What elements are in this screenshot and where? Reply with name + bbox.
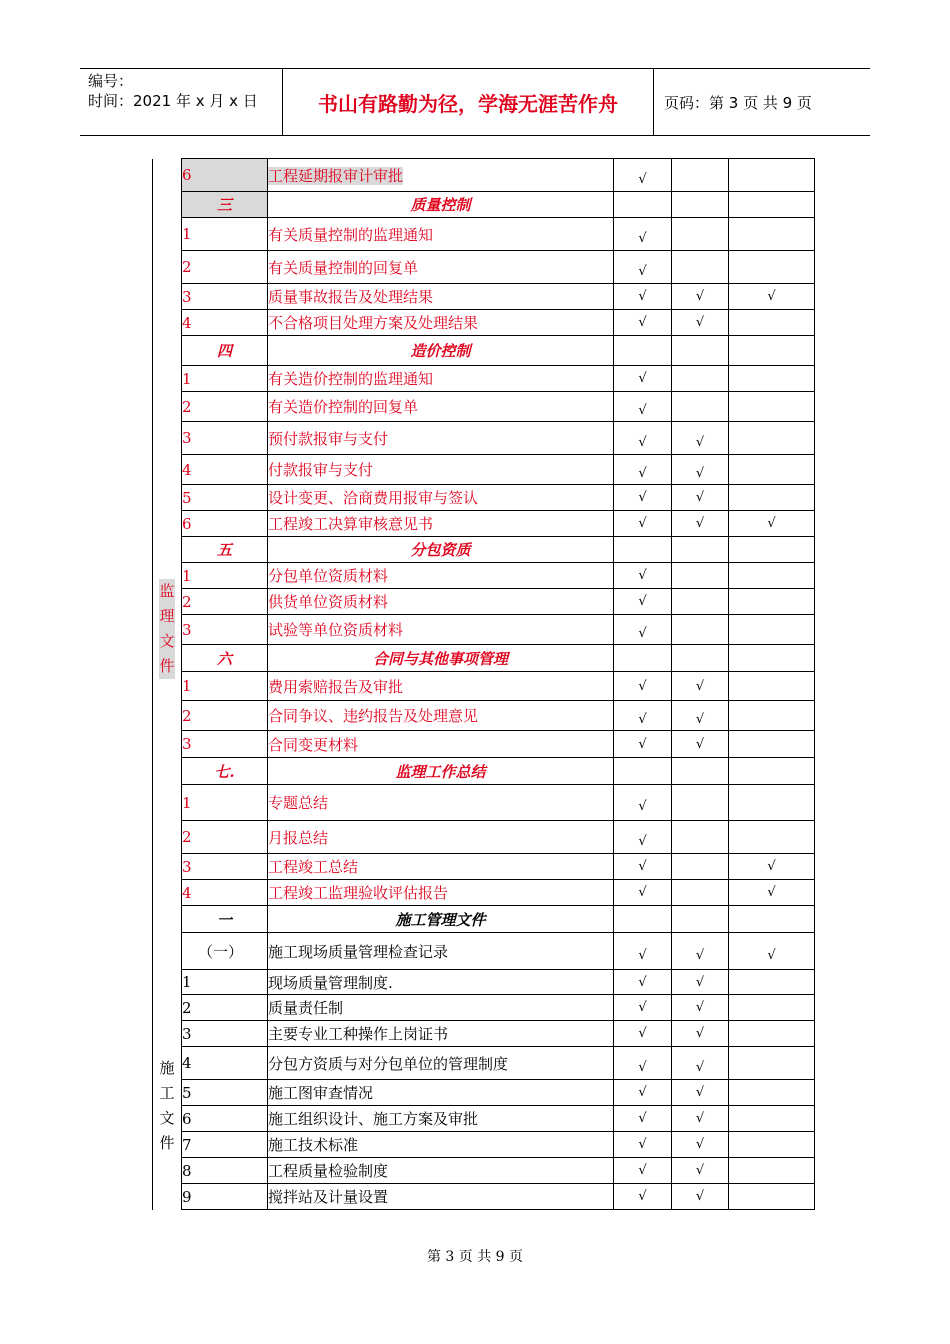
check-col-3 (729, 159, 815, 192)
check-col-3 (729, 906, 815, 933)
row-number: 1 (182, 785, 268, 821)
row-number: 2 (182, 392, 268, 422)
table-row (153, 251, 815, 284)
category-supervision-cell (153, 159, 182, 906)
check-col-2: √ (672, 1184, 729, 1210)
check-col-3: √ (729, 854, 815, 880)
check-col-3 (729, 537, 815, 563)
check-col-1: √ (614, 159, 672, 192)
item-name: 费用索赔报告及审批 (268, 672, 614, 701)
check-col-2: √ (672, 1080, 729, 1106)
check-col-2 (672, 854, 729, 880)
row-number: 2 (182, 701, 268, 731)
check-col-2: √ (672, 970, 729, 995)
check-col-2 (672, 159, 729, 192)
check-col-2: √ (672, 933, 729, 970)
check-col-2 (672, 906, 729, 933)
table-row (153, 284, 815, 310)
row-number: 3 (182, 1021, 268, 1047)
row-number: 3 (182, 284, 268, 310)
table-row (153, 563, 815, 589)
check-col-3 (729, 821, 815, 854)
row-number: 4 (182, 880, 268, 906)
check-col-3 (729, 563, 815, 589)
check-col-2: √ (672, 1158, 729, 1184)
item-name: 质量事故报告及处理结果 (268, 284, 614, 310)
item-name: 合同争议、违约报告及处理意见 (268, 701, 614, 731)
item-name: 工程质量检验制度 (268, 1158, 614, 1184)
table-row (153, 880, 815, 906)
item-name: 施工组织设计、施工方案及审批 (268, 1106, 614, 1132)
item-name: 分包方资质与对分包单位的管理制度 (268, 1047, 614, 1080)
row-number: 1 (182, 366, 268, 392)
document-list-table (152, 158, 815, 1210)
check-col-3 (729, 218, 815, 251)
row-number: 5 (182, 1080, 268, 1106)
check-col-2 (672, 366, 729, 392)
item-name (268, 159, 614, 192)
item-name: 现场质量管理制度. (268, 970, 614, 995)
check-col-1 (614, 192, 672, 218)
check-col-1: √ (614, 880, 672, 906)
table-row (153, 615, 815, 645)
check-col-3 (729, 1080, 815, 1106)
row-number: 6 (182, 511, 268, 537)
check-col-2: √ (672, 455, 729, 485)
check-col-1: √ (614, 672, 672, 701)
row-number: （一） (182, 933, 268, 970)
table-row (153, 785, 815, 821)
table-row (153, 701, 815, 731)
row-number: 2 (182, 251, 268, 284)
table-row (153, 906, 815, 933)
check-col-3 (729, 1132, 815, 1158)
table-row (153, 537, 815, 563)
table-row (153, 995, 815, 1021)
check-col-1: √ (614, 615, 672, 645)
check-col-3 (729, 645, 815, 672)
check-col-3 (729, 995, 815, 1021)
item-name: 有关质量控制的回复单 (268, 251, 614, 284)
item-name: 分包单位资质材料 (268, 563, 614, 589)
row-number: 2 (182, 821, 268, 854)
item-name: 施工现场质量管理检查记录 (268, 933, 614, 970)
row-number: 一 (182, 906, 268, 933)
check-col-3 (729, 589, 815, 615)
table-row (153, 645, 815, 672)
table-row (153, 589, 815, 615)
check-col-2: √ (672, 672, 729, 701)
item-name: 预付款报审与支付 (268, 422, 614, 455)
check-col-1: √ (614, 1080, 672, 1106)
check-col-3 (729, 970, 815, 995)
item-name: 搅拌站及计量设置 (268, 1184, 614, 1210)
check-col-3 (729, 310, 815, 336)
item-name: 质量责任制 (268, 995, 614, 1021)
section-title: 合同与其他事项管理 (268, 645, 614, 672)
section-title: 监理工作总结 (268, 758, 614, 785)
document-date: 时间：2021 年 x 月 x 日 (88, 92, 258, 110)
row-number: 1 (182, 672, 268, 701)
check-col-2 (672, 537, 729, 563)
table-row (153, 854, 815, 880)
row-number: 3 (182, 731, 268, 758)
check-col-1 (614, 758, 672, 785)
check-col-3 (729, 1184, 815, 1210)
item-name: 不合格项目处理方案及处理结果 (268, 310, 614, 336)
table-row (153, 1047, 815, 1080)
row-number: 4 (182, 1047, 268, 1080)
category-supervision-label: 监理文件 (159, 579, 175, 679)
check-col-3 (729, 336, 815, 366)
item-name: 有关造价控制的回复单 (268, 392, 614, 422)
row-number: 三 (182, 192, 268, 218)
check-col-3 (729, 1047, 815, 1080)
check-col-2: √ (672, 1132, 729, 1158)
check-col-3 (729, 701, 815, 731)
check-col-3: √ (729, 511, 815, 537)
table-row (153, 310, 815, 336)
check-col-3: √ (729, 933, 815, 970)
table-row (153, 970, 815, 995)
row-number: 3 (182, 615, 268, 645)
page-footer: 第 3 页 共 9 页 (426, 1249, 524, 1265)
item-name: 设计变更、洽商费用报审与签认 (268, 485, 614, 511)
check-col-1: √ (614, 511, 672, 537)
check-col-3 (729, 392, 815, 422)
check-col-2 (672, 645, 729, 672)
row-number: 1 (182, 970, 268, 995)
document-number-label: 编号： (88, 72, 134, 90)
check-col-2: √ (672, 310, 729, 336)
check-col-3 (729, 758, 815, 785)
row-number: 8 (182, 1158, 268, 1184)
check-col-3 (729, 1158, 815, 1184)
check-col-1: √ (614, 854, 672, 880)
check-col-2: √ (672, 731, 729, 758)
section-title: 分包资质 (268, 537, 614, 563)
check-col-2 (672, 192, 729, 218)
check-col-3 (729, 422, 815, 455)
check-col-2 (672, 251, 729, 284)
check-col-2 (672, 336, 729, 366)
check-col-1: √ (614, 455, 672, 485)
check-col-2: √ (672, 422, 729, 455)
row-number: 2 (182, 589, 268, 615)
check-col-2 (672, 880, 729, 906)
check-col-2 (672, 589, 729, 615)
item-name: 专题总结 (268, 785, 614, 821)
check-col-1 (614, 906, 672, 933)
category-construction-label: 施工文件 (159, 1058, 175, 1152)
check-col-1 (614, 537, 672, 563)
item-name-text: 工程延期报审计审批 (268, 166, 404, 185)
check-col-2: √ (672, 1047, 729, 1080)
item-name: 工程竣工总结 (268, 854, 614, 880)
check-col-2 (672, 615, 729, 645)
row-number: 3 (182, 422, 268, 455)
check-col-2 (672, 821, 729, 854)
check-col-2 (672, 563, 729, 589)
check-col-3 (729, 615, 815, 645)
table-row (153, 731, 815, 758)
item-name: 主要专业工种操作上岗证书 (268, 1021, 614, 1047)
check-col-3 (729, 1106, 815, 1132)
row-number: 2 (182, 995, 268, 1021)
table-row (153, 1184, 815, 1210)
item-name: 有关造价控制的监理通知 (268, 366, 614, 392)
table-row (153, 218, 815, 251)
table-row (153, 1080, 815, 1106)
row-number: 四 (182, 336, 268, 366)
section-title: 施工管理文件 (268, 906, 614, 933)
item-name: 试验等单位资质材料 (268, 615, 614, 645)
section-title: 质量控制 (268, 192, 614, 218)
check-col-3 (729, 192, 815, 218)
check-col-1: √ (614, 731, 672, 758)
row-number: 9 (182, 1184, 268, 1210)
item-name: 供货单位资质材料 (268, 589, 614, 615)
check-col-1: √ (614, 995, 672, 1021)
table-row (153, 1106, 815, 1132)
check-col-1: √ (614, 785, 672, 821)
table-row (153, 758, 815, 785)
check-col-1: √ (614, 218, 672, 251)
table-row (153, 1158, 815, 1184)
row-number: 五 (182, 537, 268, 563)
check-col-2 (672, 392, 729, 422)
check-col-1: √ (614, 310, 672, 336)
table-row (153, 159, 815, 192)
check-col-2: √ (672, 1021, 729, 1047)
check-col-1: √ (614, 392, 672, 422)
category-construction-cell (153, 906, 182, 1210)
item-name: 工程竣工决算审核意见书 (268, 511, 614, 537)
item-name: 合同变更材料 (268, 731, 614, 758)
table-row (153, 455, 815, 485)
check-col-2: √ (672, 511, 729, 537)
check-col-1: √ (614, 1132, 672, 1158)
table-row (153, 821, 815, 854)
check-col-1: √ (614, 422, 672, 455)
check-col-1 (614, 645, 672, 672)
check-col-1: √ (614, 251, 672, 284)
table-row (153, 933, 815, 970)
check-col-1: √ (614, 1047, 672, 1080)
table-row (153, 422, 815, 455)
table-row (153, 672, 815, 701)
row-number: 1 (182, 218, 268, 251)
check-col-2: √ (672, 284, 729, 310)
row-number: 4 (182, 310, 268, 336)
table-row (153, 336, 815, 366)
check-col-1: √ (614, 1106, 672, 1132)
row-number: 4 (182, 455, 268, 485)
check-col-3 (729, 366, 815, 392)
check-col-1: √ (614, 1021, 672, 1047)
row-number: 6 (182, 159, 268, 192)
check-col-1 (614, 336, 672, 366)
check-col-1: √ (614, 563, 672, 589)
check-col-1: √ (614, 485, 672, 511)
table-row (153, 485, 815, 511)
row-number: 6 (182, 1106, 268, 1132)
check-col-3 (729, 672, 815, 701)
check-col-2 (672, 785, 729, 821)
table-row (153, 1021, 815, 1047)
page-header (80, 68, 870, 136)
section-title: 造价控制 (268, 336, 614, 366)
check-col-3: √ (729, 880, 815, 906)
row-number: 六 (182, 645, 268, 672)
check-col-3 (729, 1021, 815, 1047)
row-number: 七. (182, 758, 268, 785)
item-name: 施工图审查情况 (268, 1080, 614, 1106)
table-row (153, 511, 815, 537)
item-name: 付款报审与支付 (268, 455, 614, 485)
check-col-2: √ (672, 485, 729, 511)
check-col-2 (672, 218, 729, 251)
check-col-3 (729, 251, 815, 284)
check-col-1: √ (614, 284, 672, 310)
check-col-1: √ (614, 1184, 672, 1210)
check-col-1: √ (614, 933, 672, 970)
header-page-info: 页码：第 3 页 共 9 页 (664, 93, 812, 112)
item-name: 施工技术标准 (268, 1132, 614, 1158)
table-row (153, 366, 815, 392)
check-col-2: √ (672, 701, 729, 731)
check-col-1: √ (614, 589, 672, 615)
check-col-3 (729, 731, 815, 758)
check-col-3 (729, 785, 815, 821)
check-col-2: √ (672, 1106, 729, 1132)
check-col-1: √ (614, 970, 672, 995)
header-meta (80, 69, 282, 135)
check-col-1: √ (614, 366, 672, 392)
check-col-1: √ (614, 1158, 672, 1184)
check-col-2 (672, 758, 729, 785)
table-row (153, 392, 815, 422)
row-number: 1 (182, 563, 268, 589)
item-name: 有关质量控制的监理通知 (268, 218, 614, 251)
check-col-1: √ (614, 701, 672, 731)
check-col-2: √ (672, 995, 729, 1021)
check-col-3: √ (729, 284, 815, 310)
row-number: 3 (182, 854, 268, 880)
check-col-1: √ (614, 821, 672, 854)
item-name: 工程竣工监理验收评估报告 (268, 880, 614, 906)
table-row (153, 192, 815, 218)
table-row (153, 1132, 815, 1158)
row-number: 7 (182, 1132, 268, 1158)
check-col-3 (729, 485, 815, 511)
header-motto: 书山有路勤为径，学海无涯苦作舟 (282, 69, 654, 135)
row-number: 5 (182, 485, 268, 511)
check-col-3 (729, 455, 815, 485)
item-name: 月报总结 (268, 821, 614, 854)
